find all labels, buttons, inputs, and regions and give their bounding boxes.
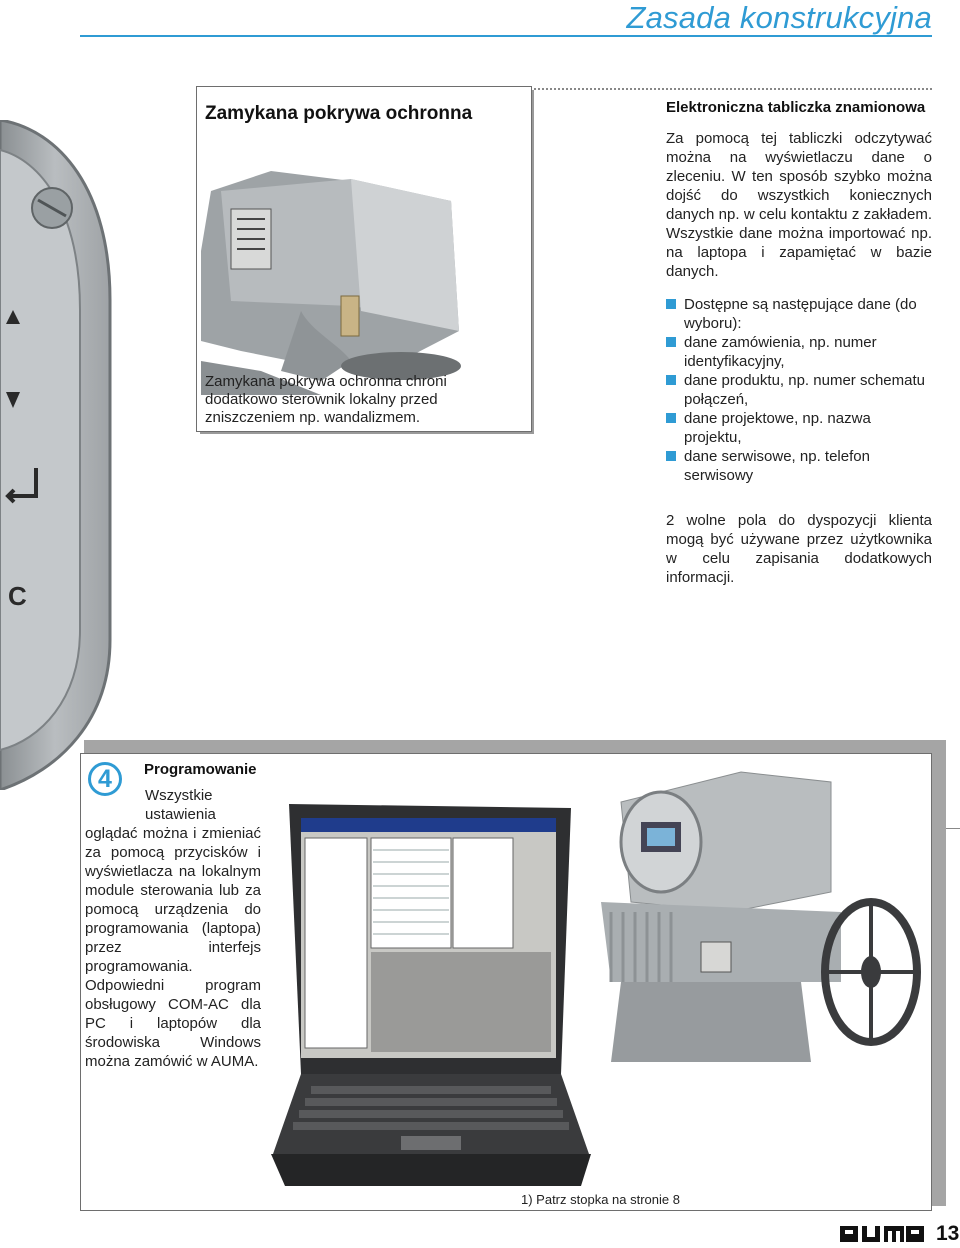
nameplate-body: Za pomocą tej tabliczki odczytywać można na wyświetlaczu dane o zleceniu. W ten sposób szybko można dojść do wszystkich koniecznych danych np. w celu kontaktu z zakładem. Wszystkie dane można importować np. na laptopa i zapamiętać w bazie danych. [666,130,932,280]
programming-body: oglądać można i zmieniać za pomocą przycisków i wyświetlacza na lokalnym module sterowania lub za pomocą urządzenia do programowania (laptopa) przez interfejs programowania. Odpowiedni program obsługowy COM-AC dla PC i laptopów dla środowiska Windows można zamówić w AUMA. [85,825,261,1070]
protective-cover-photo [201,131,465,395]
nameplate-heading: Elektroniczna tabliczka znamionowa [666,99,926,116]
nameplate-section [666,98,932,587]
svg-text:C: C [8,581,27,611]
programming-box [80,753,932,1211]
protective-cover-heading: Zamykana pokrywa ochronna [205,103,473,124]
bullet-square-icon [666,375,676,385]
page-number: 13 [936,1222,960,1245]
protective-cover-caption: Zamykana pokrywa ochronna chroni dodatkowo sterownik lokalny przed zniszczeniem np. wandalizmem. [205,373,447,426]
list-item: dane projektowe, np. nazwa projektu, [666,409,932,447]
title-rule [80,35,932,37]
actuator-cover-photo [0,120,200,790]
bullet-square-icon [666,337,676,347]
bullet-square-icon [666,413,676,423]
programming-text [85,786,261,1071]
list-item: dane produktu, np. numer schematu połączeń, [666,371,932,409]
actuator-photo [581,762,921,1062]
list-item: Dostępne są następujące dane (do wyboru): [666,295,932,333]
list-item: dane serwisowe, np. telefon serwisowy [666,447,932,485]
nameplate-bullet-list [666,295,932,485]
nameplate-extra: 2 wolne pola do dyspozycji klienta mogą być używane przez użytkownika w celu zapisania dodatkowych informacji. [666,512,932,586]
dotted-divider [530,88,932,90]
section-number-badge: 4 [88,762,122,796]
bullet-square-icon [666,299,676,309]
laptop-photo [271,794,591,1194]
auma-logo [840,1224,924,1244]
list-item: dane zamówienia, np. numer identyfikacyjny, [666,333,932,371]
page-title: Zasada konstrukcyjna [626,0,932,35]
bullet-square-icon [666,451,676,461]
programming-lead: Wszystkie ustawienia [145,787,216,823]
footnote: 1) Patrz stopka na stronie 8 [521,1192,680,1207]
protective-cover-box [196,86,532,432]
programming-heading: Programowanie [144,761,257,778]
